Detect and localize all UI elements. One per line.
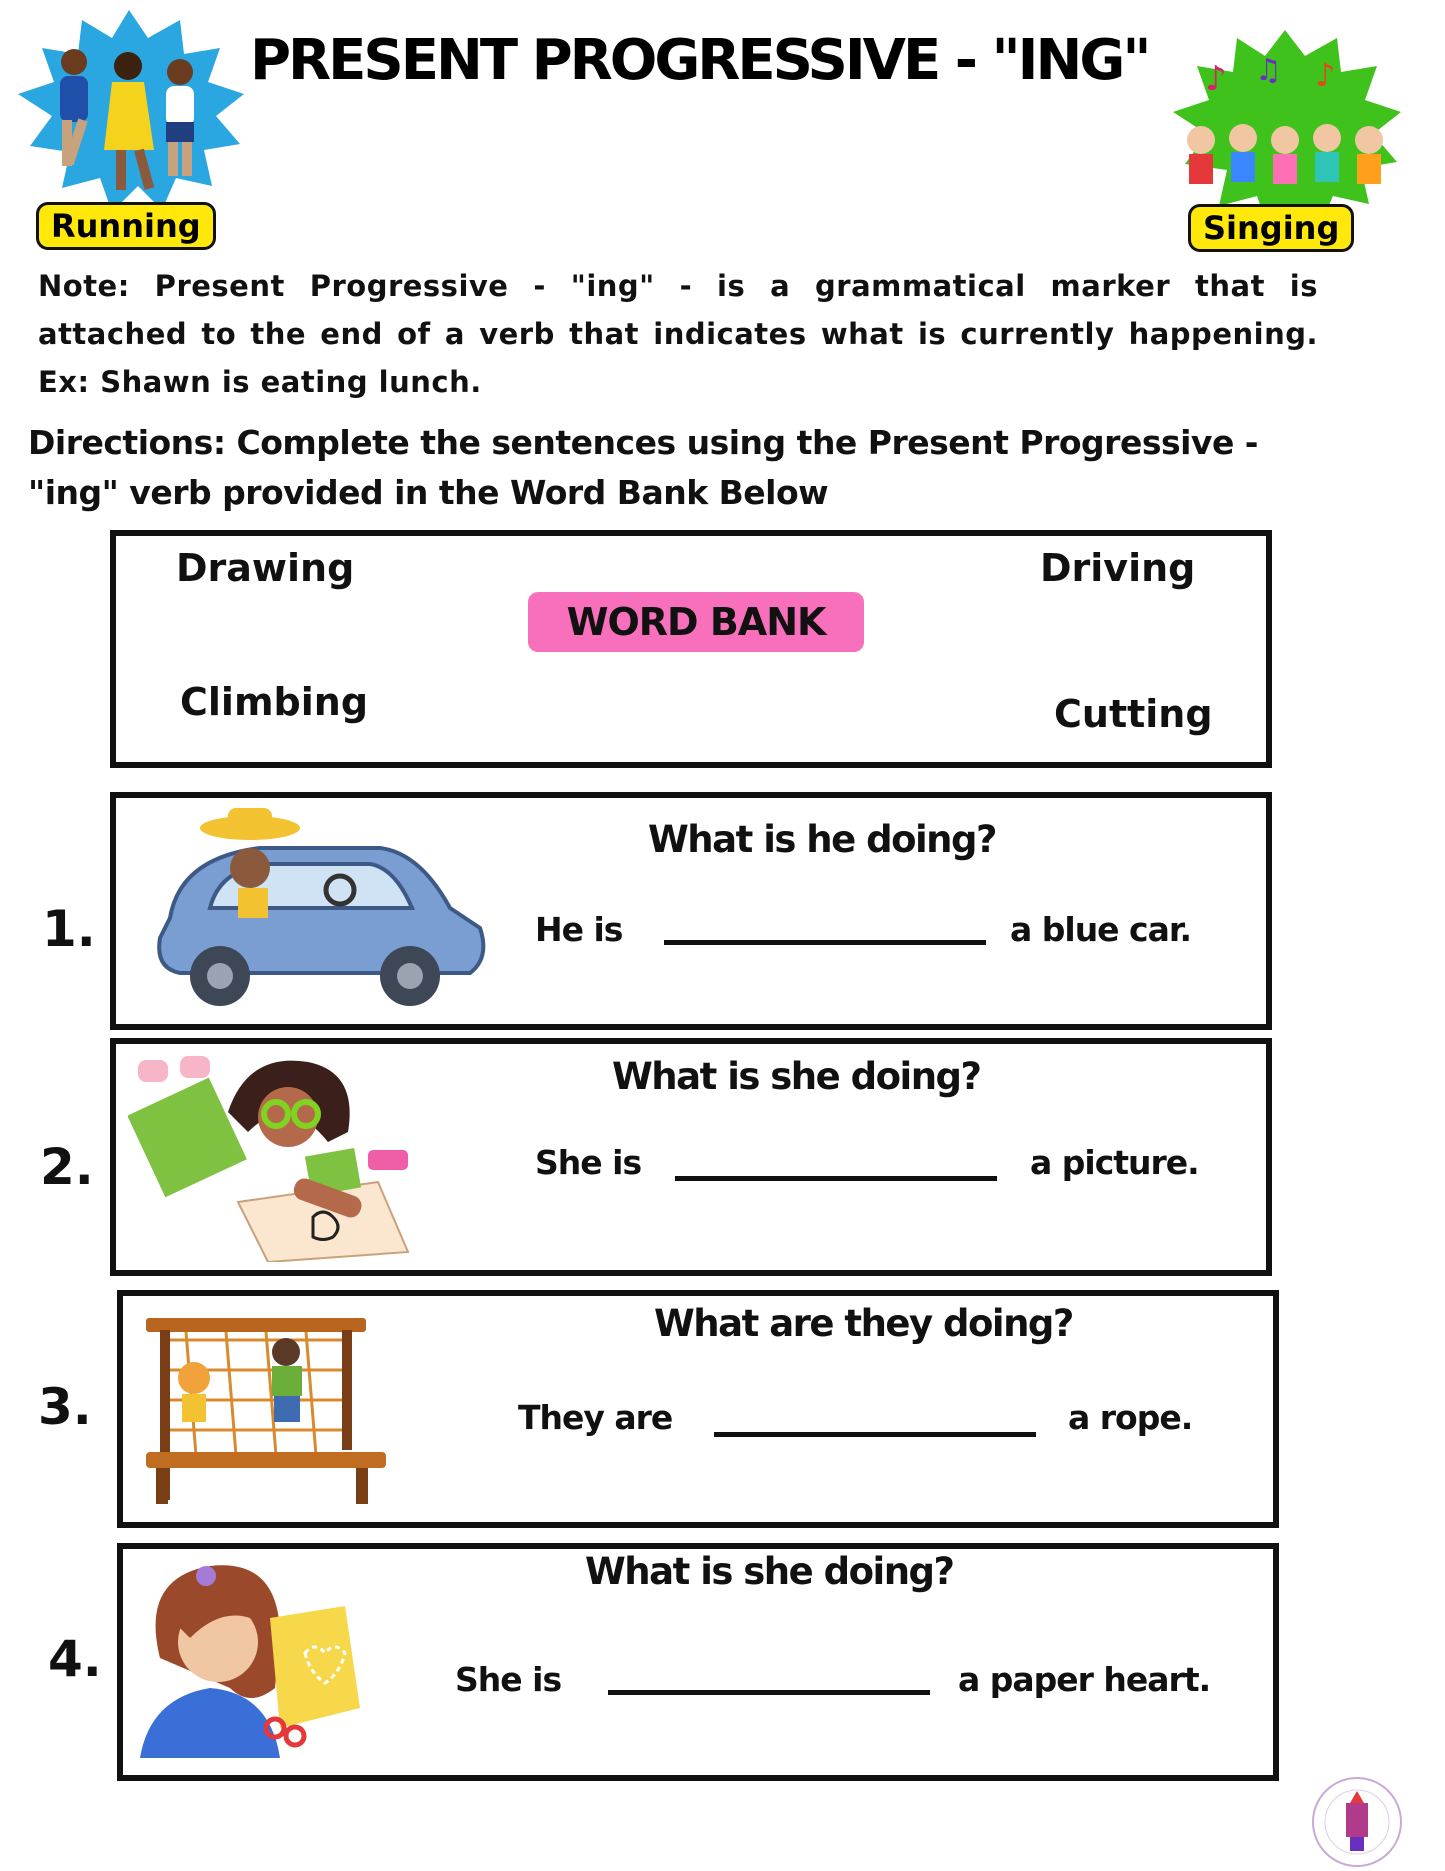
svg-text:♫: ♫ bbox=[1255, 53, 1282, 88]
kids-climbing-rope-icon bbox=[146, 1310, 391, 1504]
sentence-object: a blue car. bbox=[1010, 910, 1191, 949]
answer-blank[interactable] bbox=[675, 1176, 997, 1181]
sentence-object: a picture. bbox=[1030, 1143, 1199, 1182]
sentence-subject: She is bbox=[535, 1143, 642, 1182]
word-bank-title: WORD BANK bbox=[528, 592, 864, 652]
girl-cutting-paper-icon bbox=[130, 1558, 370, 1758]
exercise-number: 3. bbox=[38, 1378, 92, 1436]
sentence-subject: He is bbox=[535, 910, 623, 949]
exercise-number: 1. bbox=[42, 900, 96, 958]
boy-driving-car-icon bbox=[150, 798, 490, 1008]
note-text: Note: Present Progressive - "ing" - is a grammatical marker that is attached to the end of a verb that indicates what is currently happening. Ex: Shawn is eating lunch. bbox=[38, 269, 1318, 399]
answer-blank[interactable] bbox=[714, 1432, 1036, 1437]
singing-label: Singing bbox=[1188, 204, 1354, 252]
word-bank-item: Cutting bbox=[1054, 692, 1213, 736]
svg-text:♪: ♪ bbox=[1315, 56, 1336, 94]
sentence-subject: She is bbox=[455, 1660, 562, 1699]
exercise-number: 4. bbox=[48, 1630, 102, 1688]
directions-text: Directions: Complete the sentences using the Present Progressive - "ing" verb provided in the Word Bank Below bbox=[28, 423, 1259, 512]
exercise-question: What is she doing? bbox=[612, 1055, 981, 1098]
publisher-seal-icon bbox=[1310, 1775, 1404, 1869]
page-title: PRESENT PROGRESSIVE - "ING" bbox=[250, 28, 1149, 93]
sentence-subject: They are bbox=[518, 1398, 673, 1437]
word-bank-item: Drawing bbox=[176, 546, 355, 590]
sentence-object: a paper heart. bbox=[958, 1660, 1211, 1699]
svg-text:♪: ♪ bbox=[1205, 59, 1227, 99]
running-people-icon bbox=[12, 10, 247, 215]
sentence-object: a rope. bbox=[1068, 1398, 1193, 1437]
answer-blank[interactable] bbox=[608, 1690, 930, 1695]
exercise-question: What is she doing? bbox=[585, 1550, 954, 1593]
answer-blank[interactable] bbox=[664, 940, 986, 945]
girl-drawing-icon bbox=[128, 1052, 418, 1262]
singing-kids-icon bbox=[1165, 30, 1405, 230]
running-label: Running bbox=[36, 202, 216, 250]
word-bank-item: Climbing bbox=[180, 680, 369, 724]
exercise-question: What is he doing? bbox=[648, 818, 996, 861]
word-bank-item: Driving bbox=[1040, 546, 1196, 590]
exercise-question: What are they doing? bbox=[654, 1302, 1073, 1345]
exercise-number: 2. bbox=[40, 1138, 94, 1196]
